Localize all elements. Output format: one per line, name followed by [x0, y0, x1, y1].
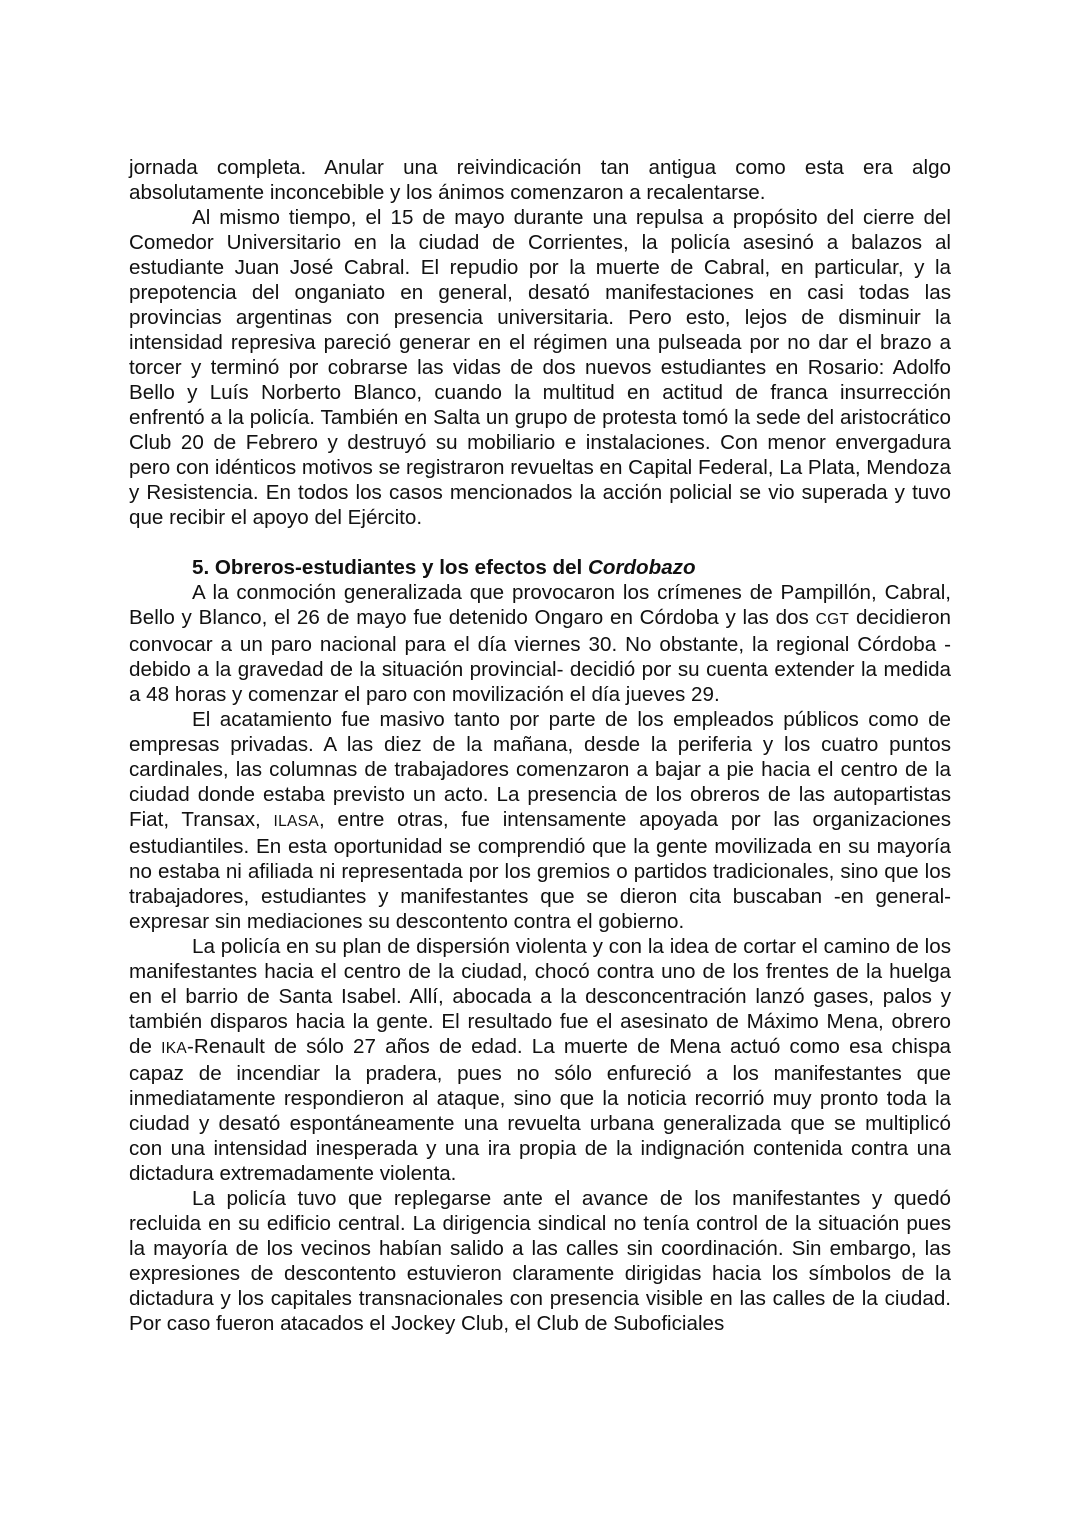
section-heading-emphasis: Cordobazo [588, 556, 696, 579]
document-body [129, 155, 951, 1336]
abbreviation-cgt: CGT [815, 611, 850, 628]
section-heading [129, 555, 951, 580]
paragraph-text: , entre otras, fue intensamente apoyada por las organizaciones estudiantiles. En esta oportunidad se comprendió que la gente movilizada en su mayoría no estaba ni afiliada ni representada por los gremios o partidos tradicionales, sino que los trabajadores, estudiantes y manifestantes que se dieron cita buscaban -en general- expresar sin mediaciones su descontento contra el gobierno. [129, 808, 951, 933]
paragraph-paro-nacional [129, 580, 951, 707]
paragraph-acatamiento [129, 707, 951, 934]
section-heading-text: 5. Obreros-estudiantes y los efectos del [192, 556, 588, 579]
abbreviation-ilasa: ILASA [273, 813, 319, 830]
paragraph-text: -Renault de sólo 27 años de edad. La muerte de Mena actuó como esa chispa capaz de incendiar la pradera, pues no sólo enfureció a los manifestantes que inmediatamente respondieron al ataque, sino que la noticia recorrió muy pronto toda la ciudad y desató espontáneamente una revuelta urbana generalizada que se multiplicó con una intensidad inesperada y una ira propia de la indignación contenida contra una dictadura extremadamente violenta. [129, 1035, 951, 1185]
paragraph-text: decidieron convocar a un paro nacional para el día viernes 30. No obstante, la regional Córdoba -debido a la gravedad de la situación provincial- decidió por su cuenta extender la medida a 48 horas y comenzar el paro con movilización el día jueves 29. [129, 606, 951, 706]
paragraph-text: La policía en su plan de dispersión violenta y con la idea de cortar el camino de los manifestantes hacia el centro de la ciudad, chocó contra uno de los frentes de la huelga en el barrio de Santa Isabel. Allí, abocada a la desconcentración lanzó gases, palos y también disparos hacia la gente. El resultado fue el asesinato de Máximo Mena, obrero de [129, 935, 951, 1058]
paragraph-text: A la conmoción generalizada que provocaron los crímenes de Pampillón, Cabral, Bello y Blanco, el 26 de mayo fue detenido Ongaro en Córdoba y las dos [129, 581, 951, 629]
paragraph-repliegue: La policía tuvo que replegarse ante el avance de los manifestantes y quedó recluida en su edificio central. La dirigencia sindical no tenía control de la situación pues la mayoría de los vecinos habían salido a las calles sin coordinación. Sin embargo, las expresiones de descontento estuvieron claramente dirigidas hacia los símbolos de la dictadura y los capitales transnacionales con presencia visible en las calles de la ciudad. Por caso fueron atacados el Jockey Club, el Club de Suboficiales [129, 1187, 951, 1335]
paragraph-text: El acatamiento fue masivo tanto por parte de los empleados públicos como de empresas privadas. A las diez de la mañana, desde la periferia y los cuatro puntos cardinales, las columnas de trabajadores comenzaron a bajar a pie hacia el centro de la ciudad donde estaba previsto un acto. La presencia de los obreros de las autopartistas Fiat, Transax, [129, 708, 951, 831]
paragraph-santa-isabel [129, 934, 951, 1186]
paragraph-corrientes: Al mismo tiempo, el 15 de mayo durante una repulsa a propósito del cierre del Comedor Universitario en la ciudad de Corrientes, la policía asesinó a balazos al estudiante Juan José Cabral. El repudio por la muerte de Cabral, en particular, y la prepotencia del onganiato en general, desató manifestaciones en casi todas las provincias argentinas con presencia universitaria. Pero esto, lejos de disminuir la intensidad represiva pareció generar en el régimen una pulseada por no dar el brazo a torcer y terminó por cobrarse las vidas de dos nuevos estudiantes en Rosario: Adolfo Bello y Luís Norberto Blanco, cuando la multitud en actitud de franca insurrección enfrentó a la policía. También en Salta un grupo de protesta tomó la sede del aristocrático Club 20 de Febrero y destruyó su mobiliario e instalaciones. Con menor envergadura pero con idénticos motivos se registraron revueltas en Capital Federal, La Plata, Mendoza y Resistencia. En todos los casos mencionados la acción policial se vio superada y tuvo que recibir el apoyo del Ejército. [129, 206, 951, 529]
paragraph-continuation: jornada completa. Anular una reivindicación tan antigua como esta era algo absolutamente inconcebible y los ánimos comenzaron a recalentarse. [129, 156, 951, 204]
abbreviation-ika: IKA [161, 1040, 187, 1057]
